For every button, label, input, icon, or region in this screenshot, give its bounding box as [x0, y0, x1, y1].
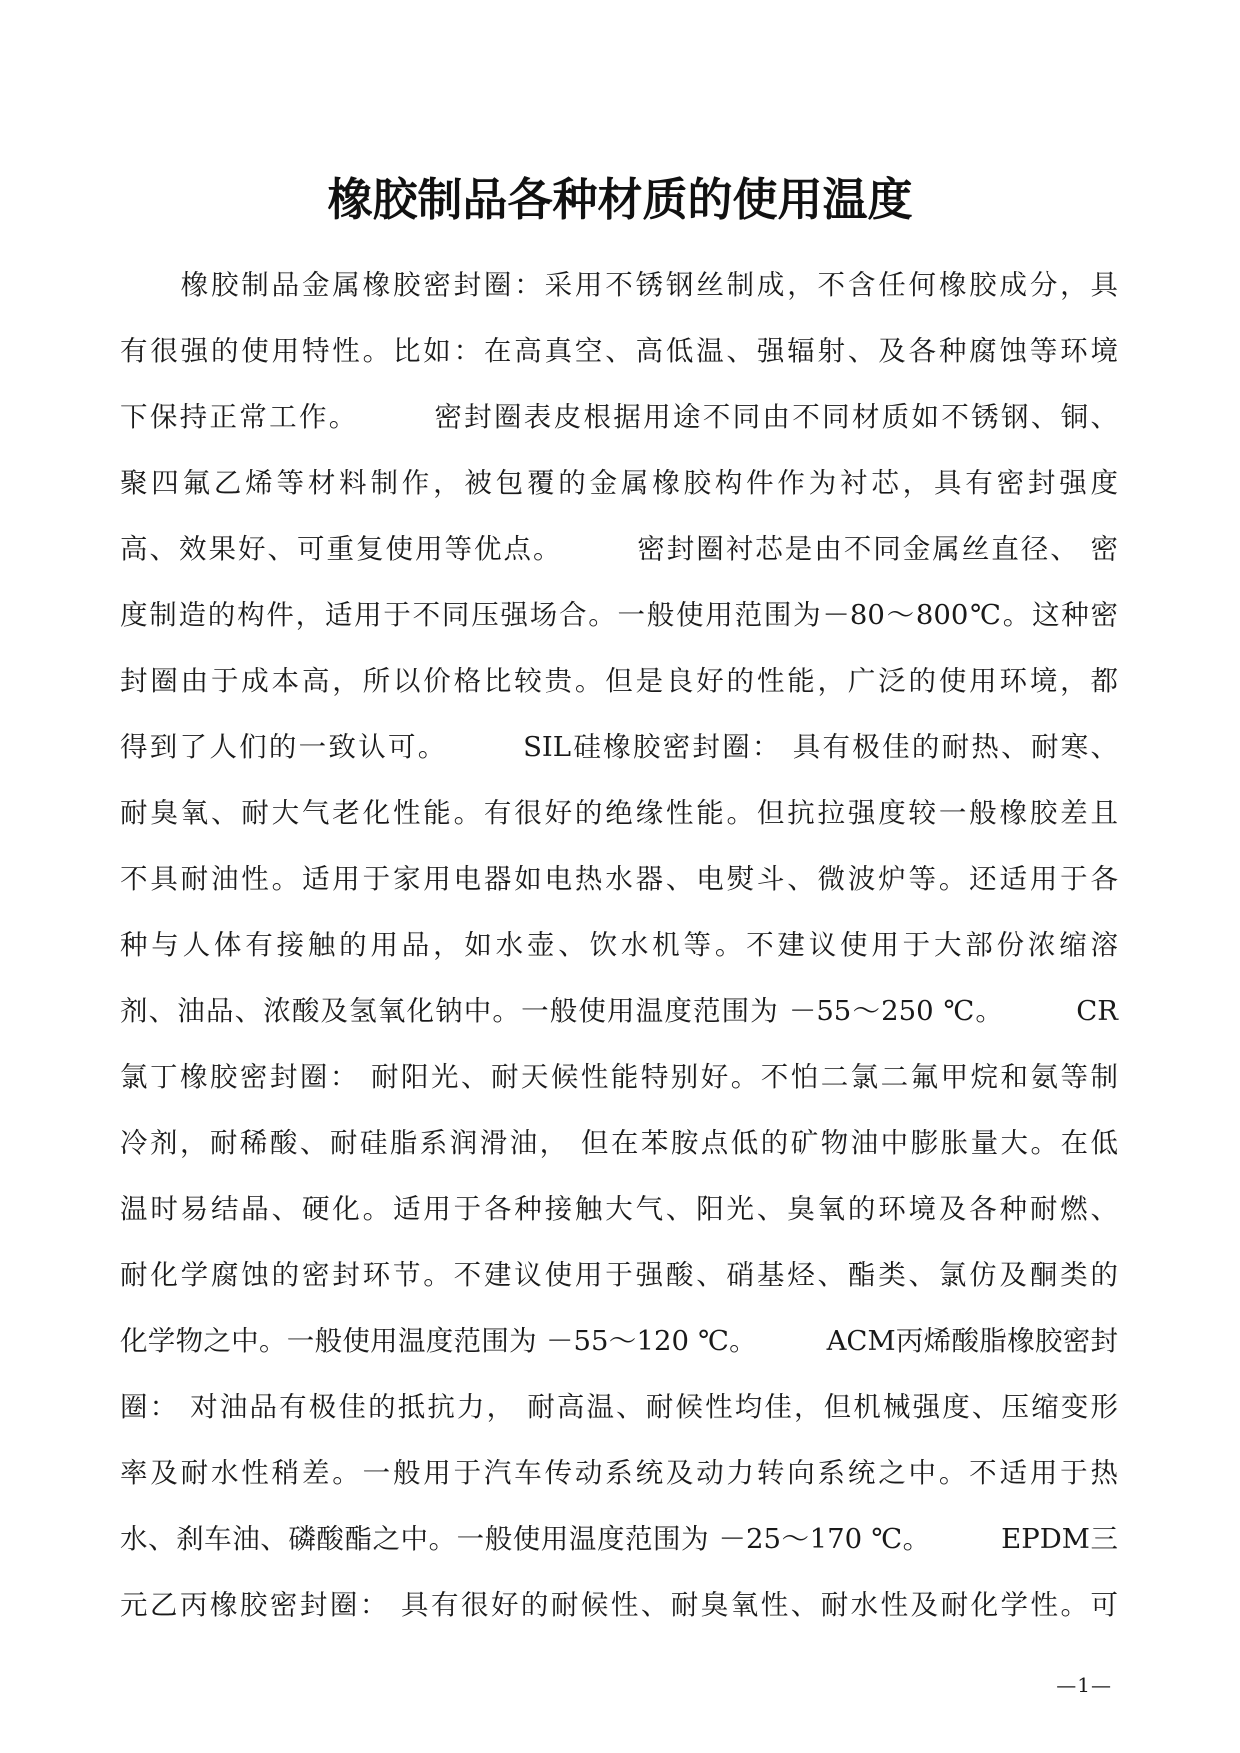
- body-line: 化学物之中。一般使用温度范围为 －55～120 ℃。 ACM丙烯酸脂橡胶密封: [120, 1325, 1118, 1357]
- body-line: 高、效果好、可重复使用等优点。 密封圈衬芯是由不同金属丝直径、 密: [120, 533, 1118, 565]
- page-number: —1—: [1056, 1673, 1112, 1697]
- document-body: [120, 252, 1118, 1638]
- body-line: 有很强的使用特性。比如：在高真空、高低温、强辐射、及各种腐蚀等环境: [120, 335, 1118, 367]
- body-line: 耐化学腐蚀的密封环节。不建议使用于强酸、硝基烃、酯类、氯仿及酮类的: [120, 1259, 1118, 1291]
- body-line: 得到了人们的一致认可。 SIL硅橡胶密封圈： 具有极佳的耐热、耐寒、: [120, 731, 1118, 763]
- body-line: 剂、油品、浓酸及氢氧化钠中。一般使用温度范围为 －55～250 ℃。 CR: [120, 995, 1118, 1027]
- body-line: 下保持正常工作。 密封圈表皮根据用途不同由不同材质如不锈钢、铜、: [120, 401, 1118, 433]
- body-line: 封圈由于成本高，所以价格比较贵。但是良好的性能，广泛的使用环境，都: [120, 665, 1118, 697]
- body-line: 橡胶制品金属橡胶密封圈：采用不锈钢丝制成，不含任何橡胶成分，具: [120, 269, 1118, 301]
- body-line: 元乙丙橡胶密封圈： 具有很好的耐候性、耐臭氧性、耐水性及耐化学性。可: [120, 1589, 1118, 1621]
- body-line: 温时易结晶、硬化。适用于各种接触大气、阳光、臭氧的环境及各种耐燃、: [120, 1193, 1118, 1225]
- document-title: 橡胶制品各种材质的使用温度: [327, 173, 913, 226]
- body-line: 率及耐水性稍差。一般用于汽车传动系统及动力转向系统之中。不适用于热: [120, 1457, 1118, 1489]
- body-line: 冷剂，耐稀酸、耐硅脂系润滑油， 但在苯胺点低的矿物油中膨胀量大。在低: [120, 1127, 1118, 1159]
- body-line: 圈： 对油品有极佳的抵抗力， 耐高温、耐候性均佳，但机械强度、压缩变形: [120, 1391, 1118, 1423]
- body-line: 种与人体有接触的用品，如水壶、饮水机等。不建议使用于大部份浓缩溶: [120, 929, 1118, 961]
- body-line: 氯丁橡胶密封圈： 耐阳光、耐天候性能特别好。不怕二氯二氟甲烷和氨等制: [120, 1061, 1118, 1093]
- body-line: 聚四氟乙烯等材料制作，被包覆的金属橡胶构件作为衬芯，具有密封强度: [120, 467, 1118, 499]
- body-line: 水、刹车油、磷酸酯之中。一般使用温度范围为 －25～170 ℃。 EPDM三: [120, 1523, 1118, 1555]
- body-line: 耐臭氧、耐大气老化性能。有很好的绝缘性能。但抗拉强度较一般橡胶差且: [120, 797, 1118, 829]
- body-line: 度制造的构件，适用于不同压强场合。一般使用范围为－80～800℃。这种密: [120, 599, 1118, 631]
- body-line: 不具耐油性。适用于家用电器如电热水器、电熨斗、微波炉等。还适用于各: [120, 863, 1118, 895]
